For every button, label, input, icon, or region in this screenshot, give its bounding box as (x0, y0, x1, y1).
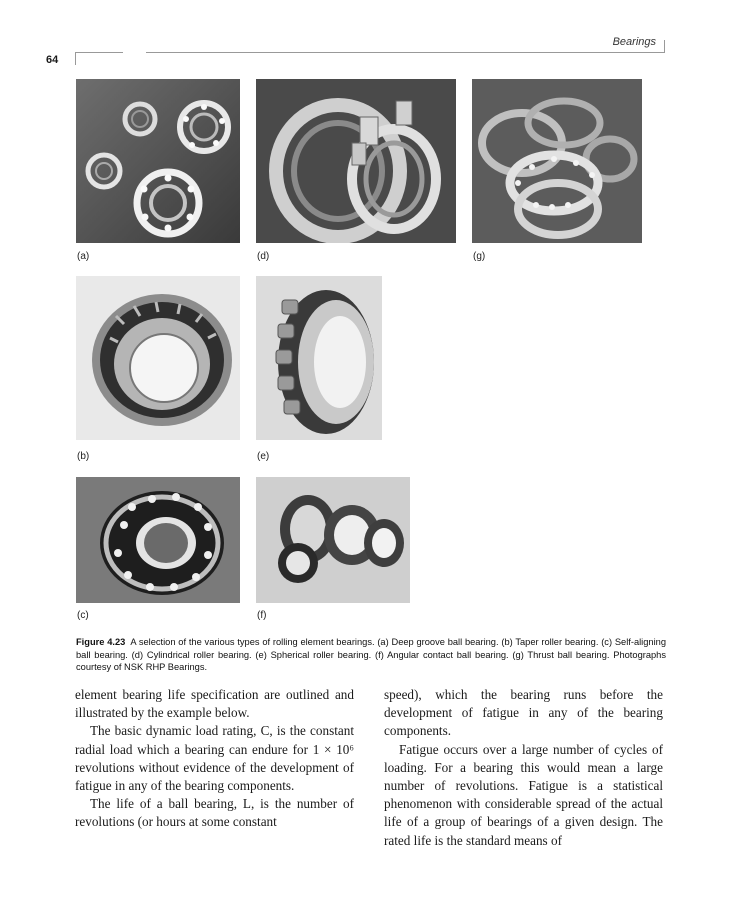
figure-caption-text: A selection of the various types of rolling element bearings. (a) Deep groove ball bearing. (b) Taper roller bearing. (c) Self-aligning ball bearing. (d) Cylindrical roller bearing. (e) Spherical roller bearing. (f) Angular contact ball bearing. (g) Thrust ball bearing. Photographs courtesy of NSK RHP Bearings. (76, 637, 666, 672)
header-rule-right (146, 52, 664, 53)
label-f: (f) (257, 610, 267, 621)
header-tick-left (75, 52, 76, 65)
photo-angular-contact-ball-bearing (256, 477, 410, 603)
self-aligning-ball-bearing-image (76, 477, 240, 603)
label-e: (e) (257, 451, 270, 462)
body-column-right (384, 686, 663, 850)
photo-self-aligning-ball-bearing (76, 477, 240, 603)
angular-contact-ball-bearing-image (256, 477, 410, 603)
photo-taper-roller-bearing (76, 276, 240, 440)
paragraph: speed), which the bearing runs before the development of fatigue in any of the bearing components. (384, 687, 663, 739)
label-g: (g) (473, 251, 486, 262)
label-d: (d) (257, 251, 270, 262)
label-c: (c) (77, 610, 89, 621)
label-b: (b) (77, 451, 90, 462)
label-a: (a) (77, 251, 90, 262)
header-rule-left (75, 52, 123, 53)
cylindrical-roller-bearing-image (256, 79, 456, 243)
running-head: Bearings (612, 36, 656, 48)
thrust-ball-bearing-image (472, 79, 642, 243)
photo-deep-groove-ball-bearing (76, 79, 240, 243)
paragraph: The life of a ball bearing, L, is the number of revolutions (or hours at some constant (75, 796, 354, 830)
paragraph: The basic dynamic load rating, C, is the constant radial load which a bearing can endure for 1 × 10⁶ revolutions without evidence of the development of fatigue in any of the bearing components. (75, 723, 354, 794)
page-number: 64 (46, 54, 59, 66)
photo-spherical-roller-bearing (256, 276, 382, 440)
photo-thrust-ball-bearing (472, 79, 642, 243)
body-column-left (75, 686, 354, 832)
figure-caption (76, 636, 666, 674)
paragraph: Fatigue occurs over a large number of cycles of loading. For a bearing this would mean a large number of revolutions. Fatigue is a statistical phenomenon with considerable spread of the actual life of a group of bearings of a given design. The rated life is the standard means of (384, 741, 663, 848)
spherical-roller-bearing-image (256, 276, 382, 440)
deep-groove-ball-bearing-image (76, 79, 240, 243)
photo-cylindrical-roller-bearing (256, 79, 456, 243)
header-tick-right (664, 40, 665, 53)
taper-roller-bearing-image (76, 276, 240, 440)
paragraph: element bearing life specification are outlined and illustrated by the example below. (75, 687, 354, 721)
figure-caption-label: Figure 4.23 (76, 637, 126, 647)
